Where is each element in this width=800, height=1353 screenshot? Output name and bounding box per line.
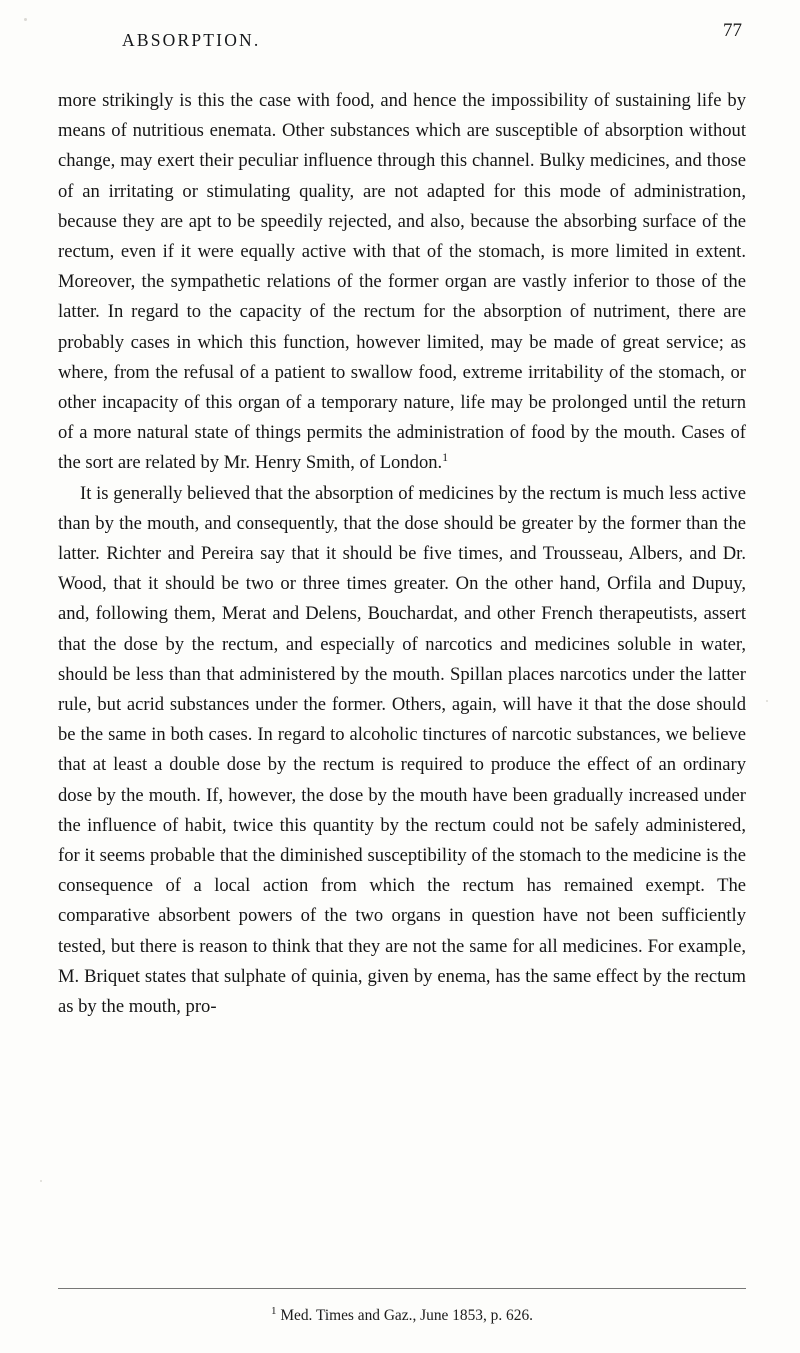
scan-speck	[40, 1180, 42, 1182]
footnote-divider	[58, 1288, 746, 1289]
running-head: ABSORPTION.	[122, 30, 261, 50]
page-header	[0, 0, 800, 60]
body-text	[58, 86, 746, 1022]
scan-speck	[766, 700, 768, 702]
paragraph-1	[58, 86, 746, 479]
footnote	[58, 1300, 746, 1327]
paragraph-2: It is generally believed that the absorption of medicines by the rectum is much less active than by the mouth, and consequently, that the dose should be greater by the former than the latter. Richter and Pereira say that it should be five times, and Trousseau, Albers, and Dr. Wood, that it should be two or three times greater. On the other hand, Orfila and Dupuy, and, following them, Merat and Delens, Bouchardat, and other French therapeutists, assert that the dose by the rectum, and especially of narcotics and medicines soluble in water, should be less than that administered by the mouth. Spillan places narcotics under the latter rule, but acrid substances under the former. Others, again, will have it that the dose should be the same in both cases. In regard to alcoholic tinctures of narcotic substances, we believe that at least a double dose by the rectum is required to produce the effect of an ordinary dose by the mouth. If, however, the dose by the mouth have been gradually increased under the influence of habit, twice this quantity by the rectum could not be safely administered, for it seems probable that the diminished susceptibility of the stomach to the medicine is the consequence of a local action from which the rectum has remained exempt. The comparative absorbent powers of the two organs in question have not been sufficiently tested, but there is reason to think that they are not the same for all medicines. For example, M. Briquet states that sulphate of quinia, given by enema, has the same effect by the rectum as by the mouth, pro-	[58, 482, 746, 1018]
footnote-reference: 1	[442, 452, 448, 465]
paragraph-1-text: more strikingly is this the case with food, and hence the impossibility of sustaining life by means of nutritious enemata. Other substances which are susceptible of absorption without change, may exert their peculiar influence through this channel. Bulky medicines, and those of an irritating or stimulating quality, are not adapted for this mode of administration, because they are apt to be speedily rejected, and also, because the absorbing surface of the rectum, even if it were equally active with that of the stomach, is more limited in extent. Moreover, the sympathetic relations of the former organ are vastly inferior to those of the latter. In regard to the capacity of the rectum for the absorption of nutriment, there are probably cases in which this function, however limited, may be made of great service; as where, from the refusal of a patient to swallow food, extreme irritability of the stomach, or other incapacity of this organ of a temporary nature, life may be prolonged until the return of a more natural state of things permits the administration of food by the mouth. Cases of the sort are related by Mr. Henry Smith, of London.	[58, 90, 746, 474]
footnote-text: Med. Times and Gaz., June 1853, p. 626.	[280, 1307, 533, 1324]
scan-speck	[24, 18, 27, 21]
page-number: 77	[723, 20, 742, 41]
footnote-marker: 1	[270, 1304, 277, 1317]
